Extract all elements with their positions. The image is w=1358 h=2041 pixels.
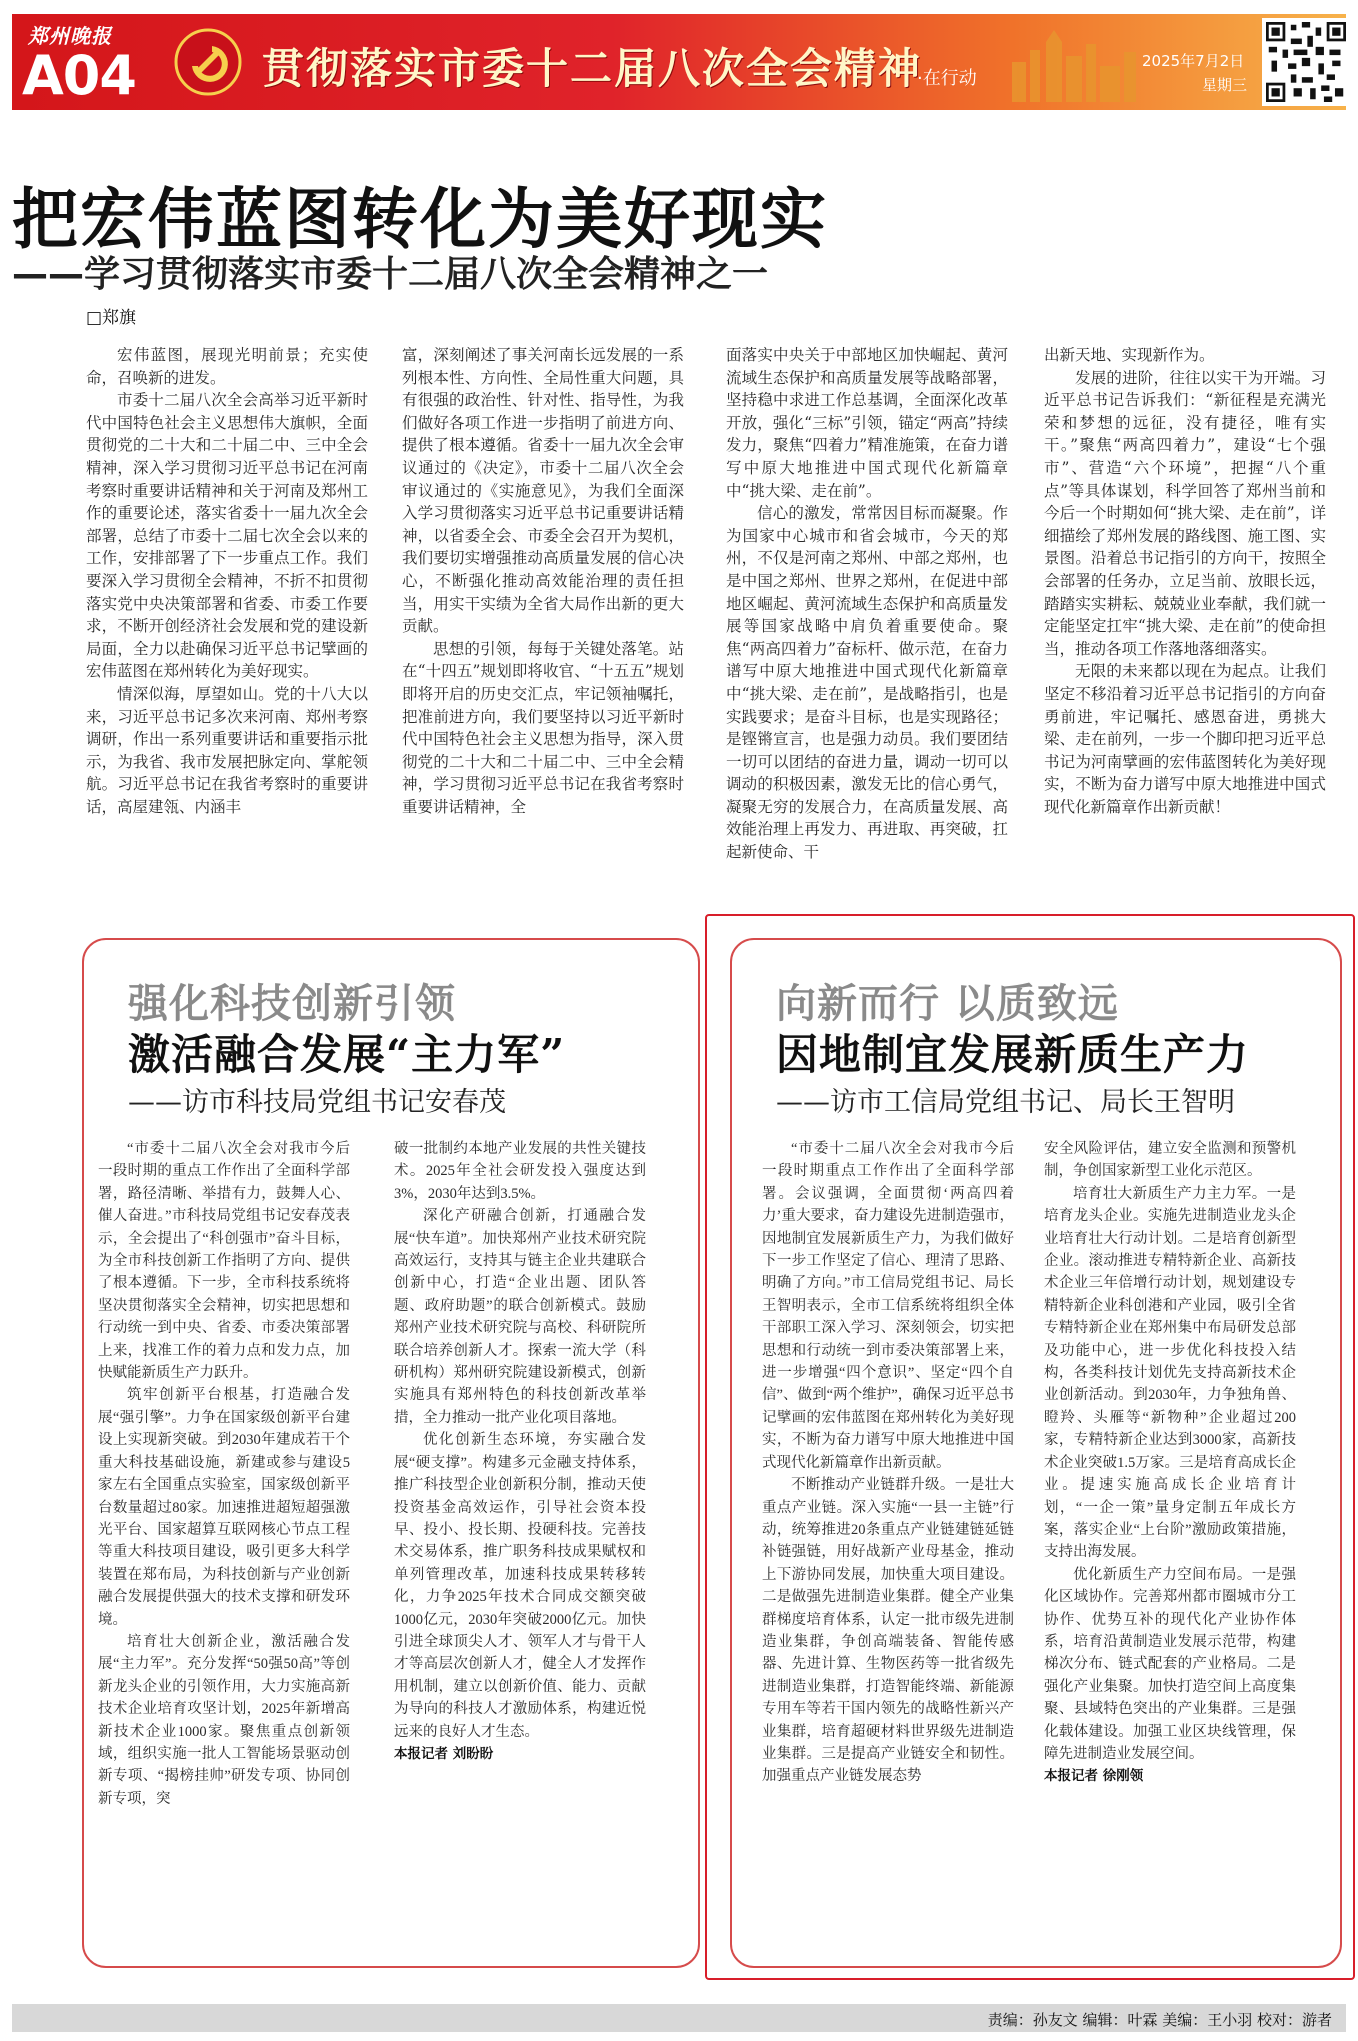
city-skyline-icon [1002, 22, 1162, 102]
paper-name: 郑州晚报 [28, 24, 112, 48]
paragraph: 破一批制约本地产业发展的共性关键技术。2025年全社会研发投入强度达到3%，2030年达到3.5%。 [394, 1141, 646, 1202]
banner-title: 贯彻落实市委十二届八次全会精神 [262, 44, 923, 93]
paragraph: 不断推动产业链群升级。一是壮大重点产业链。深入实施“一县一主链”行动，统筹推进20条重点产业链建链延链补链强链，用好战新产业母基金，推动上下游协同发展，加快重大项目建设。二是做强先进制造业集群。健全产业集群梯度培育体系，认定一批市级先进制造业集群，争创高端装备、智能传感器、先进计算、生物医药等一批省级先进制造业集群，打造智能终端、新能源专用车等若干国内领先的战略性新兴产业集群，培育超硬材料世界级先进制造业集群。三是提高产业链安全和韧性。加强重点产业链发展态势 [762, 1477, 1014, 1785]
lead-column-1 [86, 344, 368, 889]
interview-box-right [730, 938, 1342, 1968]
page-subtitle: ——学习贯彻落实市委十二届八次全会精神之一 [12, 254, 769, 295]
page-number: A04 [22, 44, 136, 107]
headline: 因地制宜发展新质生产力 [776, 1030, 1250, 1079]
paragraph: 富，深刻阐述了事关河南长远发展的一系列根本性、方向性、全局性重大问题，具有很强的政治性、针对性、指导性，为我们做好各项工作进一步指明了前进方向、提供了根本遵循。省委十一届九次全会审议通过的《决定》，市委十二届八次全会审议通过的《实施意见》，为我们全面深入学习贯彻落实习近平总书记重要讲话精神，以省委全会、市委全会召开为契机，我们要切实增强推动高质量发展的信心决心，不断强化推动高效能治理的责任担当，用实干实绩为全省大局作出新的更大贡献。 [402, 346, 684, 636]
box-column-2 [1044, 1138, 1296, 1908]
box-column-1 [98, 1138, 350, 1908]
page-title: 把宏伟蓝图转化为美好现实 [12, 180, 828, 258]
paragraph: 优化新质生产力空间布局。一是强化区域协作。完善郑州都市圈城市分工协作、优势互补的现代化产业协作体系，培育沿黄制造业发展示范带，构建梯次分布、链式配套的产业格局。二是强化产业集聚。加快打造空间上高度集聚、县域特色突出的产业集群。三是强化载体建设。加强工业区块线管理，保障先进制造业发展空间。 [1044, 1566, 1296, 1762]
paragraph: 优化创新生态环境，夯实融合发展“硬支撑”。构建多元金融支持体系，推广科技型企业创新积分制，推动天使投资基金高效运作，引导社会资本投早、投小、投长期、投硬科技。完善技术交易体系，推广职务科技成果赋权和单列管理改革，加速科技成果转移转化，力争2025年技术合同成交额突破1000亿元，2030年突破2000亿元。加快引进全球顶尖人才、领军人才与骨干人才等高层次创新人才，健全人才发挥作用机制，建立以创新价值、能力、贡献为导向的科技人才激励体系，构建近悦远来的良好人才生态。 [394, 1432, 646, 1740]
masthead [12, 14, 1346, 110]
issue-date: 2025年7月2日 [1142, 52, 1245, 70]
kicker: 向新而行 以质致远 [776, 980, 1119, 1027]
paragraph: “市委十二届八次全会对我市今后一段时期重点工作作出了全面科学部署。会议强调，全面贯彻‘两高四着力’重大要求，奋力建设先进制造强市，因地制宜发展新质生产力，为我们做好下一步工作坚定了信心、理清了思路、明确了方向。”市工信局党组书记、局长王智明表示，全市工信系统将组织全体干部职工深入学习、深刻领会，切实把思想和行动统一到市委决策部署上来，进一步增强“四个意识”、坚定“四个自信”、做到“两个维护”，确保习近平总书记擘画的宏伟蓝图在郑州转化为美好现实，不断为奋力谱写中原大地推进中国式现代化新篇章作出新贡献。 [762, 1141, 1014, 1471]
paragraph: 深化产研融合创新，打通融合发展“快车道”。加快郑州产业技术研究院高效运行，支持其与链主企业共建联合创新中心，打造“企业出题、团队答题、政府助题”的联合创新模式。鼓励郑州产业技术研究院与高校、科研院所联合培养创新人才。探索一流大学（科研机构）郑州研究院建设新模式，创新实施具有郑州特色的科技创新改革举措，全力推动一批产业化项目落地。 [394, 1208, 646, 1426]
footer-bar [12, 2004, 1346, 2032]
issue-weekday: 星期三 [1202, 76, 1248, 94]
lead-column-4 [1044, 344, 1326, 889]
paragraph: 市委十二届八次全会高举习近平新时代中国特色社会主义思想伟大旗帜，全面贯彻党的二十大和二十届二中、三中全会精神，深入学习贯彻习近平总书记在河南考察时重要讲话精神和关于河南及郑州工作的重要论述，落实省委十一届九次全会部署，总结了市委十二届七次全会以来的工作，安排部署了下一步重点工作。我们要深入学习贯彻全会精神，不折不扣贯彻落实党中央决策部署和省委、市委工作要求，不断开创经济社会发展和党的建设新局面，全力以赴确保习近平总书记擘画的宏伟蓝图在郑州转化为美好现实。 [86, 391, 368, 681]
headline: 激活融合发展“主力军” [128, 1030, 566, 1079]
party-emblem-icon [174, 28, 242, 96]
paragraph: 信心的激发，常常因目标而凝聚。作为国家中心城市和省会城市，今天的郑州，不仅是河南之郑州、中部之郑州，也是中国之郑州、世界之郑州，在促进中部地区崛起、黄河流域生态保护和高质量发展等国家战略中肩负着重要使命。聚焦“两高四着力”奋标杆、做示范，在奋力谱写中原大地推进中国式现代化新篇章中“挑大梁、走在前”，是战略指引，也是实践要求；是奋斗目标，也是实现路径；是铿锵宣言，也是强力动员。我们要团结一切可以团结的奋进力量，调动一切可以调动的积极因素，激发无比的信心勇气，凝聚无穷的发展合力，在高质量发展、高效能治理上再发力、再进取、再突破，扛起新使命、干 [726, 504, 1008, 862]
box-column-1 [762, 1138, 1014, 1908]
box-column-2 [394, 1138, 646, 1908]
paragraph: 情深似海，厚望如山。党的十八大以来，习近平总书记多次来河南、郑州考察调研，作出一系列重要讲话和重要指示批示，为我省、我市发展把脉定向、掌舵领航。习近平总书记在我省考察时的重要讲话，高屋建瓴、内涵丰 [86, 684, 368, 816]
paragraph: 发展的进阶，往往以实干为开端。习近平总书记告诉我们：“新征程是充满光荣和梦想的远征，没有捷径，唯有实干。”聚焦“两高四着力”，建设“七个强市”、营造“六个环境”，把握“八个重点”等具体谋划，科学回答了郑州当前和今后一个时期如何“挑大梁、走在前”，详细描绘了郑州发展的路线图、施工图、实景图。沿着总书记指引的方向干，按照全会部署的任务办，立足当前、放眼长远，踏踏实实耕耘、兢兢业业奉献，我们就一定能坚定扛牢“挑大梁、走在前”的使命担当，推动各项工作落地落细落实。 [1044, 368, 1326, 658]
kicker: 强化科技创新引领 [128, 980, 456, 1027]
paragraph: 培育壮大创新企业，激活融合发展“主力军”。充分发挥“50强50高”等创新龙头企业的引领作用，大力实施高新技术企业培育攻坚计划，2025年新增高新技术企业1000家。聚焦重点创新领域，组织实施一批人工智能场景驱动创新专项、“揭榜挂帅”研发专项、协同创新专项，突 [98, 1633, 350, 1807]
paragraph: 培育壮大新质生产力主力军。一是培育龙头企业。实施先进制造业龙头企业培育壮大行动计划。二是培育创新型企业。滚动推进专精特新企业、高新技术企业三年倍增行动计划，规划建设专精特新企业科创港和产业园，吸引全省专精特新企业在郑州集中布局研发总部及功能中心，进一步优化科技投入结构，各类科技计划优先支持高新技术企业创新活动。到2030年，力争独角兽、瞪羚、头雁等“新物种”企业超过200家，专精特新企业达到3000家，高新技术企业突破1.5万家。三是培育高成长企业。提速实施高成长企业培育计划，“一企一策”量身定制五年成长方案，落实企业“上台阶”激励政策措施，支持出海发展。 [1044, 1185, 1296, 1561]
interview-box-left [82, 938, 700, 1968]
lead-column-3 [726, 344, 1008, 889]
paragraph: “市委十二届八次全会对我市今后一段时期的重点工作作出了全面科学部署，路径清晰、举措有力，鼓舞人心、催人奋进。”市科技局党组书记安春茂表示，全会提出了“科创强市”奋斗目标，为全市科技创新工作指明了方向、提供了根本遵循。下一步，全市科技系统将坚决贯彻落实全会精神，切实把思想和行动统一到中央、省委、市委决策部署上来，找准工作的着力点和发力点，加快赋能新质生产力跃升。 [98, 1141, 350, 1382]
paragraph: 思想的引领，每每于关键处落笔。站在“十四五”规划即将收官、“十五五”规划即将开启的历史交汇点，牢记领袖嘱托，把准前进方向，我们要坚持以习近平新时代中国特色社会主义思想为指导，深入贯彻党的二十大和二十届二中、三中全会精神，学习贯彻习近平总书记在我省考察时重要讲话精神，全 [402, 639, 684, 816]
subhead: ——访市科技局党组书记安春茂 [128, 1087, 506, 1118]
reporter: 本报记者 徐刚领 [1044, 1768, 1144, 1785]
qr-code-icon[interactable] [1262, 18, 1346, 106]
footer-credits: 责编：孙友文 编辑：叶霖 美编：王小羽 校对：游者 [987, 2011, 1332, 2029]
paragraph: 安全风险评估，建立安全监测和预警机制，争创国家新型工业化示范区。 [1044, 1141, 1296, 1180]
paragraph: 出新天地、实现新作为。 [1044, 346, 1215, 364]
reporter: 本报记者 刘盼盼 [394, 1745, 494, 1762]
paragraph: 筑牢创新平台根基，打造融合发展“强引擎”。力争在国家级创新平台建设上实现新突破。到2030年建成若干个重大科技基础设施，新建或参与建设5家左右全国重点实验室，国家级创新平台数量超过80家。加速推进超短超强激光平台、国家超算互联网核心节点工程等重大科技项目建设，吸引更多大科学装置在郑布局，为科技创新与产业创新融合发展提供强大的技术支撑和研发环境。 [98, 1387, 350, 1628]
banner-sub: ·在行动 [917, 68, 977, 89]
paragraph: 无限的未来都以现在为起点。让我们坚定不移沿着习近平总书记指引的方向奋勇前进，牢记嘱托、感恩奋进，勇挑大梁、走在前列，一步一个脚印把习近平总书记为河南擘画的宏伟蓝图转化为美好现实，不断为奋力谱写中原大地推进中国式现代化新篇章作出新贡献！ [1044, 662, 1326, 816]
paragraph: 宏伟蓝图，展现光明前景；充实使命，召唤新的进发。 [86, 346, 368, 387]
subhead: ——访市工信局党组书记、局长王智明 [776, 1087, 1235, 1118]
paragraph: 面落实中央关于中部地区加快崛起、黄河流域生态保护和高质量发展等战略部署，坚持稳中求进工作总基调，全面深化改革开放，强化“三标”引领，锚定“两高”持续发力，聚焦“四着力”精准施策，在奋力谱写中原大地推进中国式现代化新篇章中“挑大梁、走在前”。 [726, 346, 1008, 500]
byline: □郑旗 [86, 308, 137, 328]
lead-column-2 [402, 344, 684, 889]
